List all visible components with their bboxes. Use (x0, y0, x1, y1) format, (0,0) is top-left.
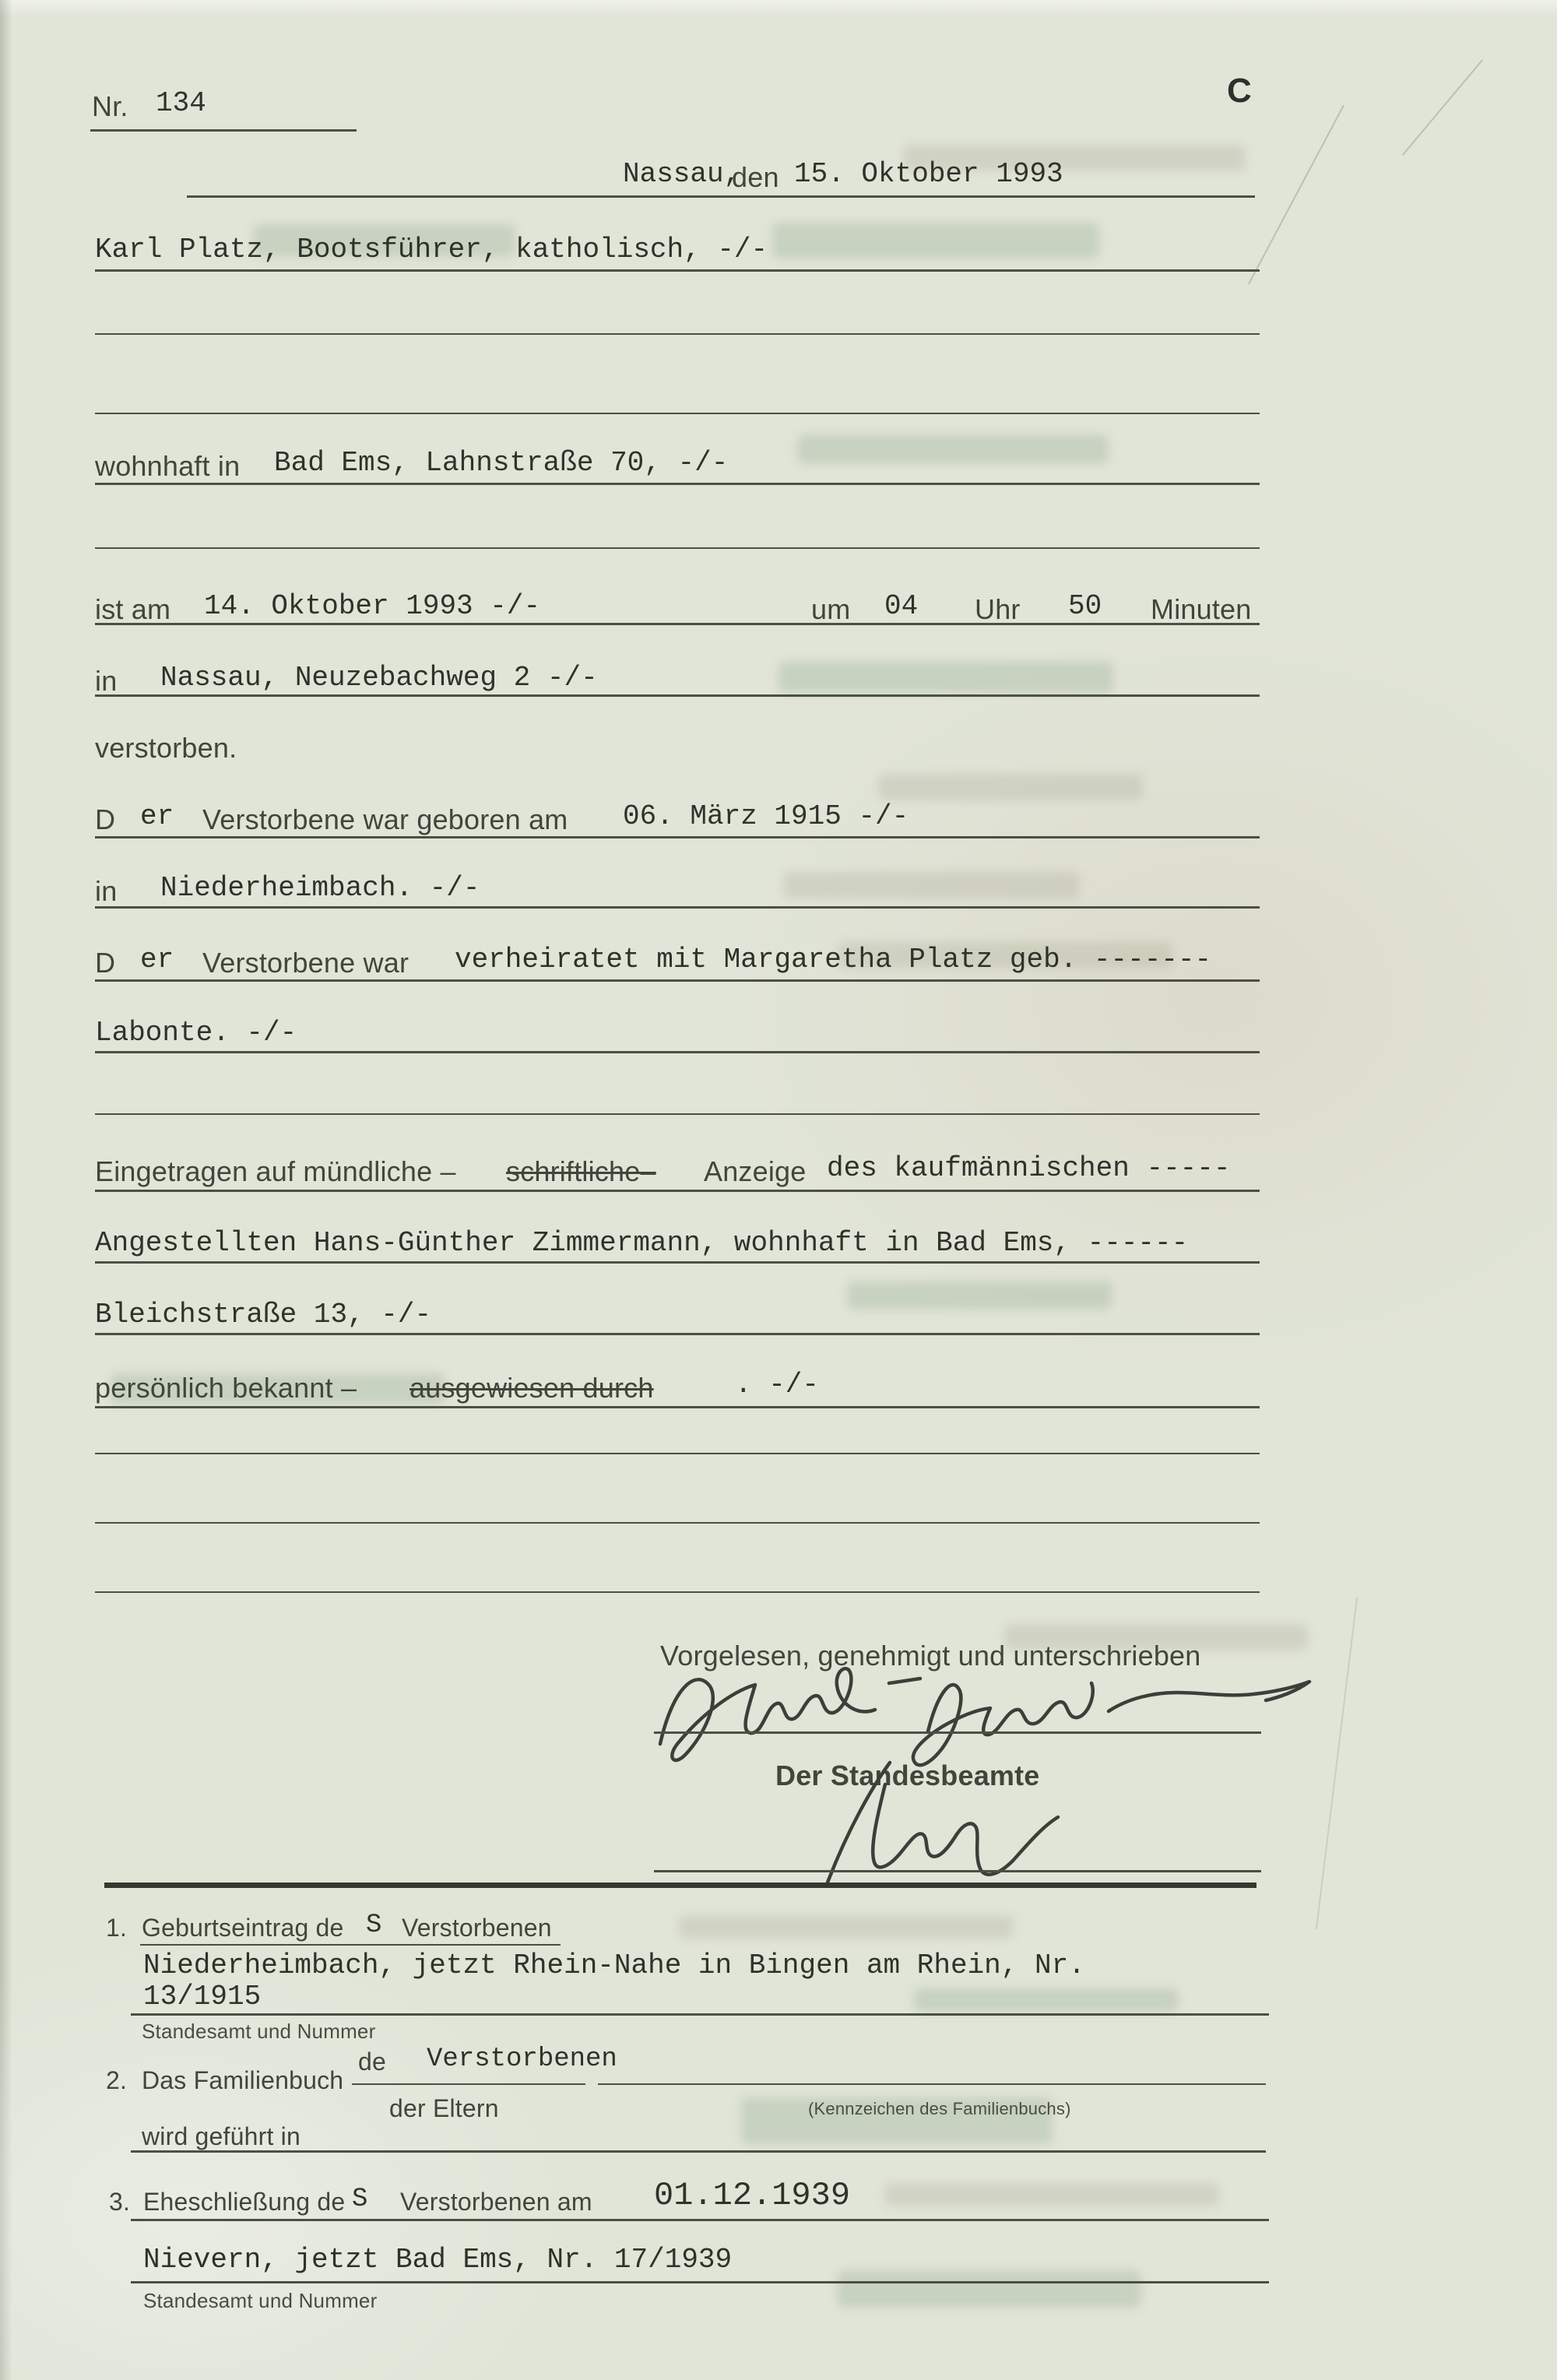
registered-label-struck: schriftliche– (506, 1155, 656, 1187)
ruled-line (95, 836, 1260, 838)
bleedthrough-ghost (884, 2183, 1219, 2206)
registered-label-pre: Eingetragen auf mündliche – (95, 1155, 456, 1187)
item3-label-post: Verstorbenen am (400, 2188, 592, 2216)
item1-value-line2: 13/1915 (143, 1981, 262, 2013)
item1-label-pre: Geburtseintrag de (142, 1914, 344, 1942)
record-number-value: 134 (156, 87, 206, 119)
death-minute-typed: 50 (1068, 590, 1102, 622)
item1-rule (131, 2013, 1269, 2016)
deceased-name-typed: Karl Platz, Bootsführer, katholisch, -/- (95, 234, 768, 265)
item1-label-underline (140, 1944, 561, 1946)
death-place-typed: Nassau, Neuzebachweg 2 -/- (160, 662, 598, 694)
item2-caption: (Kennzeichen des Familienbuchs) (808, 2099, 1071, 2118)
issue-place-typed: Nassau, (623, 158, 741, 190)
item2-label: Das Familienbuch (142, 2066, 344, 2094)
ruled-line-blank (95, 413, 1260, 414)
registered-typed-line1: des kaufmännischen ----- (827, 1152, 1231, 1184)
item2-number: 2. (106, 2066, 128, 2094)
bleedthrough-ghost (679, 1915, 1014, 1939)
scratch-mark (1402, 59, 1483, 156)
informant-signature-line (654, 1731, 1261, 1734)
ruled-line-blank (95, 547, 1260, 549)
ruled-line (95, 623, 1260, 625)
registrar-label: Der Standesbeamte (775, 1760, 1040, 1791)
item3-rule-bottom (131, 2281, 1269, 2283)
item3-gender-typed: S (352, 2185, 368, 2214)
bleedthrough-ghost (878, 774, 1143, 800)
bleedthrough-ghost (797, 434, 1109, 464)
married-label-d: D (95, 947, 116, 979)
married-typed-line1: verheiratet mit Margaretha Platz geb. ------- (455, 944, 1212, 976)
registered-typed-line3: Bleichstraße 13, -/- (95, 1299, 432, 1331)
birth-place-label: in (95, 875, 118, 907)
born-label-d: D (95, 803, 116, 835)
ruled-line (95, 979, 1260, 982)
item1-caption: Standesamt und Nummer (142, 2020, 376, 2043)
item2-kept-label: wird geführt in (142, 2122, 301, 2150)
uhr-label: Uhr (975, 593, 1021, 625)
ruled-line-blank (95, 333, 1260, 335)
read-approved-label: Vorgelesen, genehmigt und unterschrieben (660, 1640, 1201, 1672)
bleedthrough-ghost (772, 223, 1099, 258)
section-divider-rule (104, 1883, 1256, 1888)
item3-caption: Standesamt und Nummer (143, 2289, 378, 2312)
died-label: verstorben. (95, 732, 237, 764)
um-label: um (811, 593, 851, 625)
item2-fraction-line (352, 2083, 585, 2085)
residence-typed: Bad Ems, Lahnstraße 70, -/- (274, 447, 729, 479)
residence-label: wohnhaft in (95, 450, 241, 482)
born-gender-typed: er (140, 800, 174, 832)
item1-value-line1: Niederheimbach, jetzt Rhein-Nahe in Bingen am Rhein, Nr. (143, 1949, 1085, 1981)
death-hour-typed: 04 (884, 590, 919, 622)
married-gender-typed: er (140, 944, 174, 976)
ruled-line (95, 694, 1260, 697)
item1-gender-typed: S (366, 1911, 382, 1940)
item3-label-pre: Eheschließung de (143, 2188, 346, 2216)
minuten-label: Minuten (1151, 593, 1252, 625)
bleedthrough-ghost (847, 1281, 1112, 1310)
ruled-line (95, 1051, 1260, 1053)
scratch-mark (1248, 105, 1344, 285)
ruled-line (95, 1261, 1260, 1264)
copy-letter: C (1227, 72, 1252, 110)
record-number-label: Nr. (92, 90, 128, 122)
birth-date-typed: 06. März 1915 -/- (623, 800, 909, 832)
death-place-label: in (95, 665, 118, 697)
issue-date-typed: 15. Oktober 1993 (794, 158, 1063, 190)
registered-label-post: Anzeige (704, 1155, 807, 1187)
ruled-line (95, 1190, 1260, 1192)
item2-entry-line (598, 2083, 1266, 2085)
item3-number: 3. (109, 2188, 131, 2216)
item1-label-post: Verstorbenen (402, 1914, 552, 1942)
bleedthrough-ghost (838, 2270, 1141, 2308)
ruled-line-blank (95, 1591, 1260, 1593)
item2-option-top-label: de (358, 2048, 386, 2076)
ruled-line-blank (95, 1113, 1260, 1115)
ruled-line (95, 1406, 1260, 1408)
item3-date-typed: 01.12.1939 (654, 2177, 851, 2214)
bleedthrough-ghost (778, 662, 1113, 693)
ruled-line (95, 483, 1260, 485)
item2-option-bottom-label: der Eltern (389, 2094, 499, 2122)
bleedthrough-ghost (783, 872, 1079, 898)
item3-rule-top (131, 2219, 1269, 2221)
known-label-pre: persönlich bekannt – (95, 1372, 357, 1404)
item2-rule (131, 2150, 1266, 2153)
known-typed: . -/- (735, 1369, 820, 1401)
married-typed-line2: Labonte. -/- (95, 1017, 297, 1049)
item1-number: 1. (106, 1914, 128, 1942)
ruled-line (95, 906, 1260, 909)
header-underline (187, 195, 1255, 198)
birth-place-typed: Niederheimbach. -/- (160, 872, 480, 904)
registered-typed-line2: Angestellten Hans-Günther Zimmermann, wohnhaft in Bad Ems, ------ (95, 1227, 1189, 1259)
ruled-line-blank (95, 1522, 1260, 1524)
record-number-underline (90, 129, 357, 132)
death-date-typed: 14. Oktober 1993 -/- (204, 590, 541, 622)
married-label-rest: Verstorbene war (202, 947, 409, 979)
den-label: den (732, 161, 779, 193)
death-date-label: ist am (95, 593, 171, 625)
item3-value-typed: Nievern, jetzt Bad Ems, Nr. 17/1939 (143, 2244, 733, 2276)
ruled-line (95, 269, 1260, 272)
ruled-line (95, 1333, 1260, 1335)
ruled-line-blank (95, 1453, 1260, 1454)
item2-option-top-typed: Verstorbenen (427, 2044, 617, 2074)
known-label-struck: ausgewiesen durch (409, 1372, 654, 1404)
bleedthrough-ghost (914, 1988, 1179, 2012)
registrar-signature-line (654, 1870, 1261, 1872)
born-label-rest: Verstorbene war geboren am (202, 803, 568, 835)
